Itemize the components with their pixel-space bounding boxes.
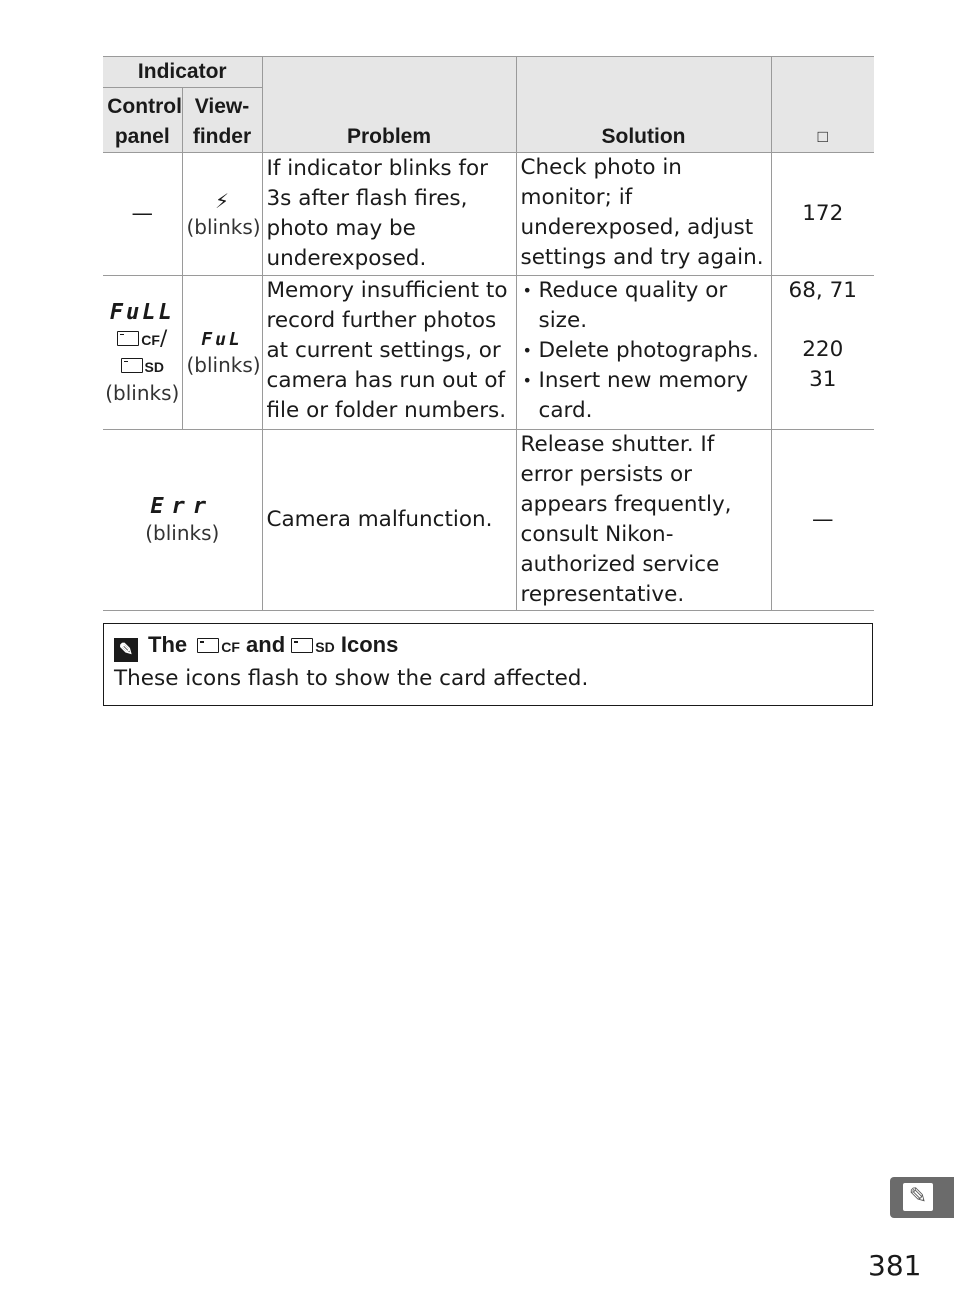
row3-err-lcd: Err (150, 494, 215, 519)
row2-control-panel (103, 276, 182, 430)
row2-viewfinder-blinks: (blinks) (186, 352, 261, 377)
header-page-reference (771, 57, 874, 153)
cf-card-icon (117, 331, 139, 346)
troubleshooting-table (103, 56, 874, 611)
row1-viewfinder-blinks: (blinks) (186, 215, 261, 239)
cf-card-icon (197, 638, 219, 653)
note-box (103, 623, 873, 706)
row1-pages: 172 (771, 153, 874, 276)
row1-problem: If indicator blinks for 3s after flash fires, photo may be underexposed. (262, 153, 516, 276)
header-problem: Problem (262, 57, 516, 153)
header-control-panel (103, 88, 182, 153)
table-row (103, 276, 874, 430)
table-row (103, 430, 874, 611)
section-tab[interactable] (890, 1177, 954, 1218)
row2-viewfinder (182, 276, 262, 430)
header-control-panel-label: Control panel (107, 95, 182, 148)
cf-label: CF (141, 331, 160, 348)
header-solution: Solution (516, 57, 771, 153)
row3-indicator (103, 430, 262, 611)
row2-solution (516, 276, 771, 430)
header-viewfinder-label: View-finder (192, 95, 252, 148)
pencil-icon: ✎ (114, 638, 138, 662)
list-item: • Delete photographs. (521, 336, 767, 366)
row2-problem: Memory insufficient to record further photos at current settings, or camera has run out of file or folder numbers. (262, 276, 516, 430)
row2-ful-lcd: FuL (201, 328, 243, 350)
sd-label: SD (144, 358, 164, 375)
slash: / (159, 325, 168, 351)
row3-problem: Camera malfunction. (262, 430, 516, 611)
row2-page-1: 68, 71 (788, 278, 857, 303)
row1-control-panel: — (103, 153, 182, 276)
note-sd-label: SD (315, 639, 335, 655)
row1-viewfinder (182, 153, 262, 276)
row2-sd-icon-line (103, 353, 182, 380)
note-title-suffix: Icons (340, 632, 399, 657)
flash-icon: ⚡ (214, 189, 230, 213)
row2-page-2: 220 (802, 337, 844, 362)
book-icon: □ (817, 127, 828, 146)
page-number: 381 (868, 1249, 922, 1282)
row2-control-panel-blinks: (blinks) (105, 380, 180, 405)
row3-indicator-blinks: (blinks) (145, 521, 220, 545)
list-item: • Insert new memory card. (521, 366, 767, 426)
list-item: • Reduce quality or size. (521, 276, 767, 336)
note-title (114, 630, 398, 662)
note-cf-label: CF (221, 639, 240, 655)
row2-page-3: 31 (809, 367, 837, 392)
row2-cf-icon-line (103, 326, 182, 353)
header-viewfinder (182, 88, 262, 153)
row3-solution: Release shutter. If error persists or appears frequently, consult Nikon-authorized service representative. (516, 430, 771, 611)
row3-pages: — (771, 430, 874, 611)
sd-card-icon (121, 358, 143, 373)
sd-card-icon (291, 638, 313, 653)
note-title-prefix: The (148, 632, 188, 657)
note-body: These icons flash to show the card affected. (114, 666, 589, 691)
header-indicator: Indicator (103, 57, 262, 88)
row2-pages (771, 276, 874, 430)
pencil-icon: ✎ (903, 1183, 933, 1211)
row2-full-lcd: FuLL (109, 299, 175, 325)
note-title-and: and (246, 632, 286, 657)
row1-solution: Check photo in monitor; if underexposed, adjust settings and try again. (516, 153, 771, 276)
table-row (103, 153, 874, 276)
